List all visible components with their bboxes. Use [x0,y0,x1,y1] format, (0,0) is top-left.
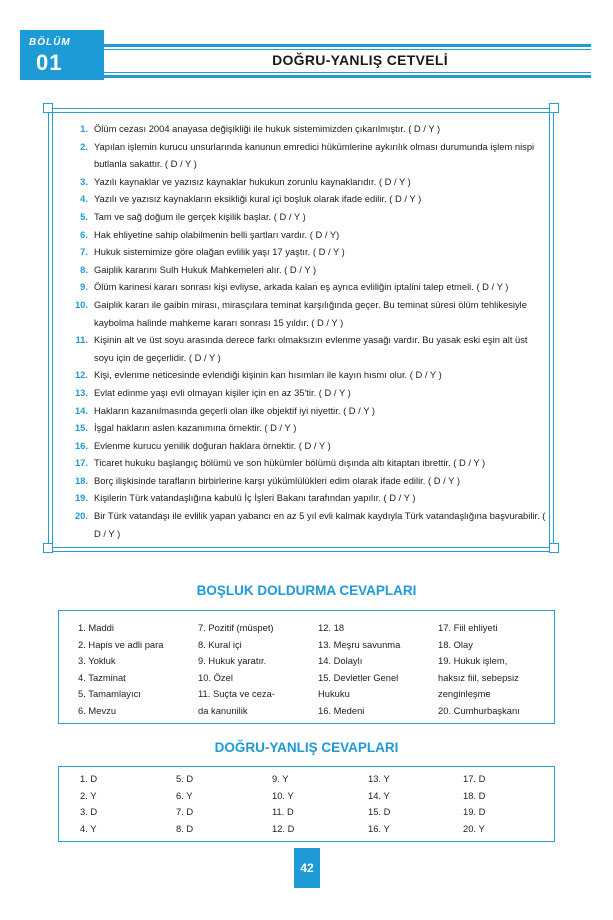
question-item [66,173,546,191]
fill-answer-item: 17. Fiil ehliyeti [438,622,498,633]
question-number: 3. [80,175,88,187]
question-number: 13. [74,386,88,398]
fill-answer-item: Hukuku [318,688,350,699]
question-text: İşgal hakların aslen kazanımına örnektir. ( D / Y ) [94,422,297,434]
dy-answer-item: 17. D [463,773,486,784]
dy-answer-item: 16. Y [368,822,390,834]
fill-answer-item: 19. Hukuk işlem, [438,655,508,666]
question-item [66,278,546,296]
question-item [66,190,546,208]
dy-answer-item: 1. D [80,773,98,784]
question-number: 2. [80,140,88,152]
dy-answers-column [272,771,294,837]
dy-answer-item: 5. D [176,773,194,784]
frame-corner [43,103,53,113]
dy-answer-item: 14. Y [368,789,390,801]
fill-answer-item: 3. Yokluk [78,655,116,666]
frame-corner [43,543,53,553]
fill-answer-item: 7. Pozitif (müspet) [198,622,274,633]
question-item [66,507,546,542]
fill-answer-item: 16. Medeni [318,704,365,716]
fill-answers-column [198,620,275,719]
fill-answer-item: 20. Cumhurbaşkanı [438,704,520,716]
question-text: Gaiplik kararını Sulh Hukuk Mahkemeleri alır. ( D / Y ) [94,263,317,275]
question-number: 15. [74,422,88,434]
question-text: Tam ve sağ doğum ile gerçek kişilik başlar. ( D / Y ) [94,210,306,222]
question-text: Ticaret hukuku başlangıç bölümü ve son hükümler bölümü dışında altı kitaptan ibrettir. ( D / Y ) [94,457,486,469]
question-text: Borç ilişkisinde tarafların birbirlerine karşı yükümlülükleri edim olarak ifade edilir. ( D / Y ) [94,474,460,486]
fill-answers-column [318,620,400,719]
question-text: Evlat edinme yaşı evli olmayan kişiler için en az 35'tir. ( D / Y ) [94,386,351,398]
frame-corner [549,103,559,113]
dy-answer-item: 6. Y [176,789,193,801]
dy-answer-item: 19. D [463,806,486,818]
question-item [66,120,546,138]
question-number: 4. [80,193,88,205]
fill-answers-column [438,620,520,719]
question-item [66,366,546,384]
question-item [66,472,546,490]
dy-answers-column [463,771,485,837]
fill-answer-item: zenginleşme [438,688,491,699]
question-number: 7. [80,246,88,258]
question-text: Ölüm cezası 2004 anayasa değişikliği ile hukuk sistemimizden çıkarılmıştır. ( D / Y ) [94,123,441,134]
question-item [66,384,546,402]
question-text: Gaiplik kararı ile gaibin mirası, mirasçılara teminat karşılığında geçer. Bu teminat süresi ölüm tehlikesiyle kaybolma halinde mahkeme kararı sonrası 15 yıldır. ( D / Y ) [94,298,527,328]
fill-answer-item: 2. Hapis ve adli para [78,638,164,650]
question-number: 6. [80,228,88,240]
dy-answers-column [176,771,193,837]
fill-answers-title: BOŞLUK DOLDURMA CEVAPLARI [196,583,417,598]
dy-answers-column [80,771,97,837]
question-item [66,489,546,507]
dy-answers-title: DOĞRU-YANLIŞ CEVAPLARI [214,740,399,755]
question-text: Kişi, evlenme neticesinde evlendiği kişinin kan hısımları ile kayın hısmı olur. ( D / Y ) [94,369,442,381]
chapter-badge-word: BÖLÜM [29,37,71,48]
dy-answer-item: 15. D [368,806,391,818]
question-number: 10. [74,298,88,310]
fill-answer-item: 10. Özel [198,671,233,683]
fill-answer-item: 5. Tamamlayıcı [78,688,141,699]
dy-answer-item: 12. D [272,822,295,834]
question-number: 14. [74,404,88,416]
question-number: 20. [74,510,88,522]
question-text: Bir Türk vatandaşı ile evlilik yapan yabancı en az 5 yıl evli kalmak kaydıyla Türk vatandaşlığına başvurabilir. ( D / Y ) [94,510,546,539]
question-text: Yapılan işlemin kurucu unsurlarında kanunun emredici hükümlerine aykırılık olması durumunda işlem nispi butlanla sakattır. ( D / Y ) [94,140,535,170]
fill-answer-item: haksız fiil, sebepsiz [438,671,519,683]
page-number: 42 [294,848,320,888]
question-number: 17. [74,457,88,469]
question-text: Hukuk sistemimize göre olağan evlilik yaşı 17 yaştır. ( D / Y ) [94,246,345,258]
page-title: DOĞRU-YANLIŞ CETVELİ [272,52,448,68]
dy-answer-item: 2. Y [80,789,97,801]
fill-answer-item: 4. Tazminat [78,671,126,683]
dy-answer-item: 7. D [176,806,194,818]
dy-answer-item: 10. Y [272,789,294,801]
question-item [66,402,546,420]
question-item [66,331,546,366]
chapter-badge-number: 01 [36,50,63,75]
question-number: 12. [74,369,88,381]
question-item [66,138,546,173]
question-text: Ölüm karinesi kararı sonrası kişi evliyse, arkada kalan eş ayrıca evliliğin iptalini talep etmeli. ( D / Y ) [94,281,509,293]
question-item [66,208,546,226]
fill-answer-item: 13. Meşru savunma [318,638,401,650]
dy-answer-item: 13. Y [368,773,390,784]
question-text: Evlenme kurucu yenilik doğuran haklara örnektir. ( D / Y ) [94,439,331,451]
dy-answer-item: 20. Y [463,822,485,834]
question-number: 11. [75,334,88,346]
fill-answer-item: 8. Kural içi [198,638,242,650]
dy-answers-column [368,771,390,837]
question-text: Hakların kazanılmasında geçerli olan ilke objektif iyi niyettir. ( D / Y ) [94,404,376,416]
fill-answer-item: 1. Maddi [78,622,114,633]
dy-answer-item: 11. D [272,806,294,818]
fill-answer-item: 9. Hukuk yaratır. [198,655,267,666]
question-text: Yazılı kaynaklar ve yazısız kaynaklar hukukun zorunlu kaynaklarıdır. ( D / Y ) [94,175,411,187]
question-item [66,454,546,472]
question-item [66,437,546,455]
question-number: 19. [74,492,88,504]
question-list [66,120,546,542]
question-item [66,226,546,244]
question-number: 1. [80,123,88,134]
dy-answer-item: 8. D [176,822,194,834]
fill-answer-item: 11. Suçta ve ceza- [198,688,275,699]
question-number: 18. [74,474,88,486]
question-item [66,261,546,279]
question-item [66,243,546,261]
question-number: 5. [80,210,88,222]
dy-answer-item: 18. D [463,789,486,801]
question-text: Hak ehliyetine sahip olabilmenin belli şartları vardır. ( D / Y) [94,228,340,240]
fill-answer-item: 6. Mevzu [78,704,117,716]
question-text: Yazılı ve yazısız kaynakların eksikliği kural içi boşluk olarak ifade edilir. ( D / Y ) [94,193,422,205]
fill-answer-item: 14. Dolaylı [318,655,363,666]
dy-answer-item: 9. Y [272,773,289,784]
question-text: Kişinin alt ve üst soyu arasında derece farkı olmaksızın evlenme yasağı vardır. Bu yasak eski eşin alt üst soyu için de geçerlidir. ( D / Y ) [94,334,528,363]
fill-answers-column [78,620,163,719]
fill-answer-item: 18. Olay [438,638,473,650]
fill-answer-item: 15. Devletler Genel [318,671,399,683]
question-item [66,419,546,437]
question-number: 9. [80,281,88,293]
dy-answer-item: 3. D [80,806,98,818]
dy-answer-item: 4. Y [80,822,97,834]
fill-answer-item: da kanunilik [198,704,248,716]
frame-corner [549,543,559,553]
fill-answer-item: 12. 18 [318,622,345,633]
question-item [66,296,546,331]
question-number: 8. [80,263,88,275]
question-text: Kişilerin Türk vatandaşlığına kabulü İç İşleri Bakanı tarafından yapılır. ( D / Y ) [94,492,416,504]
question-number: 16. [74,439,88,451]
